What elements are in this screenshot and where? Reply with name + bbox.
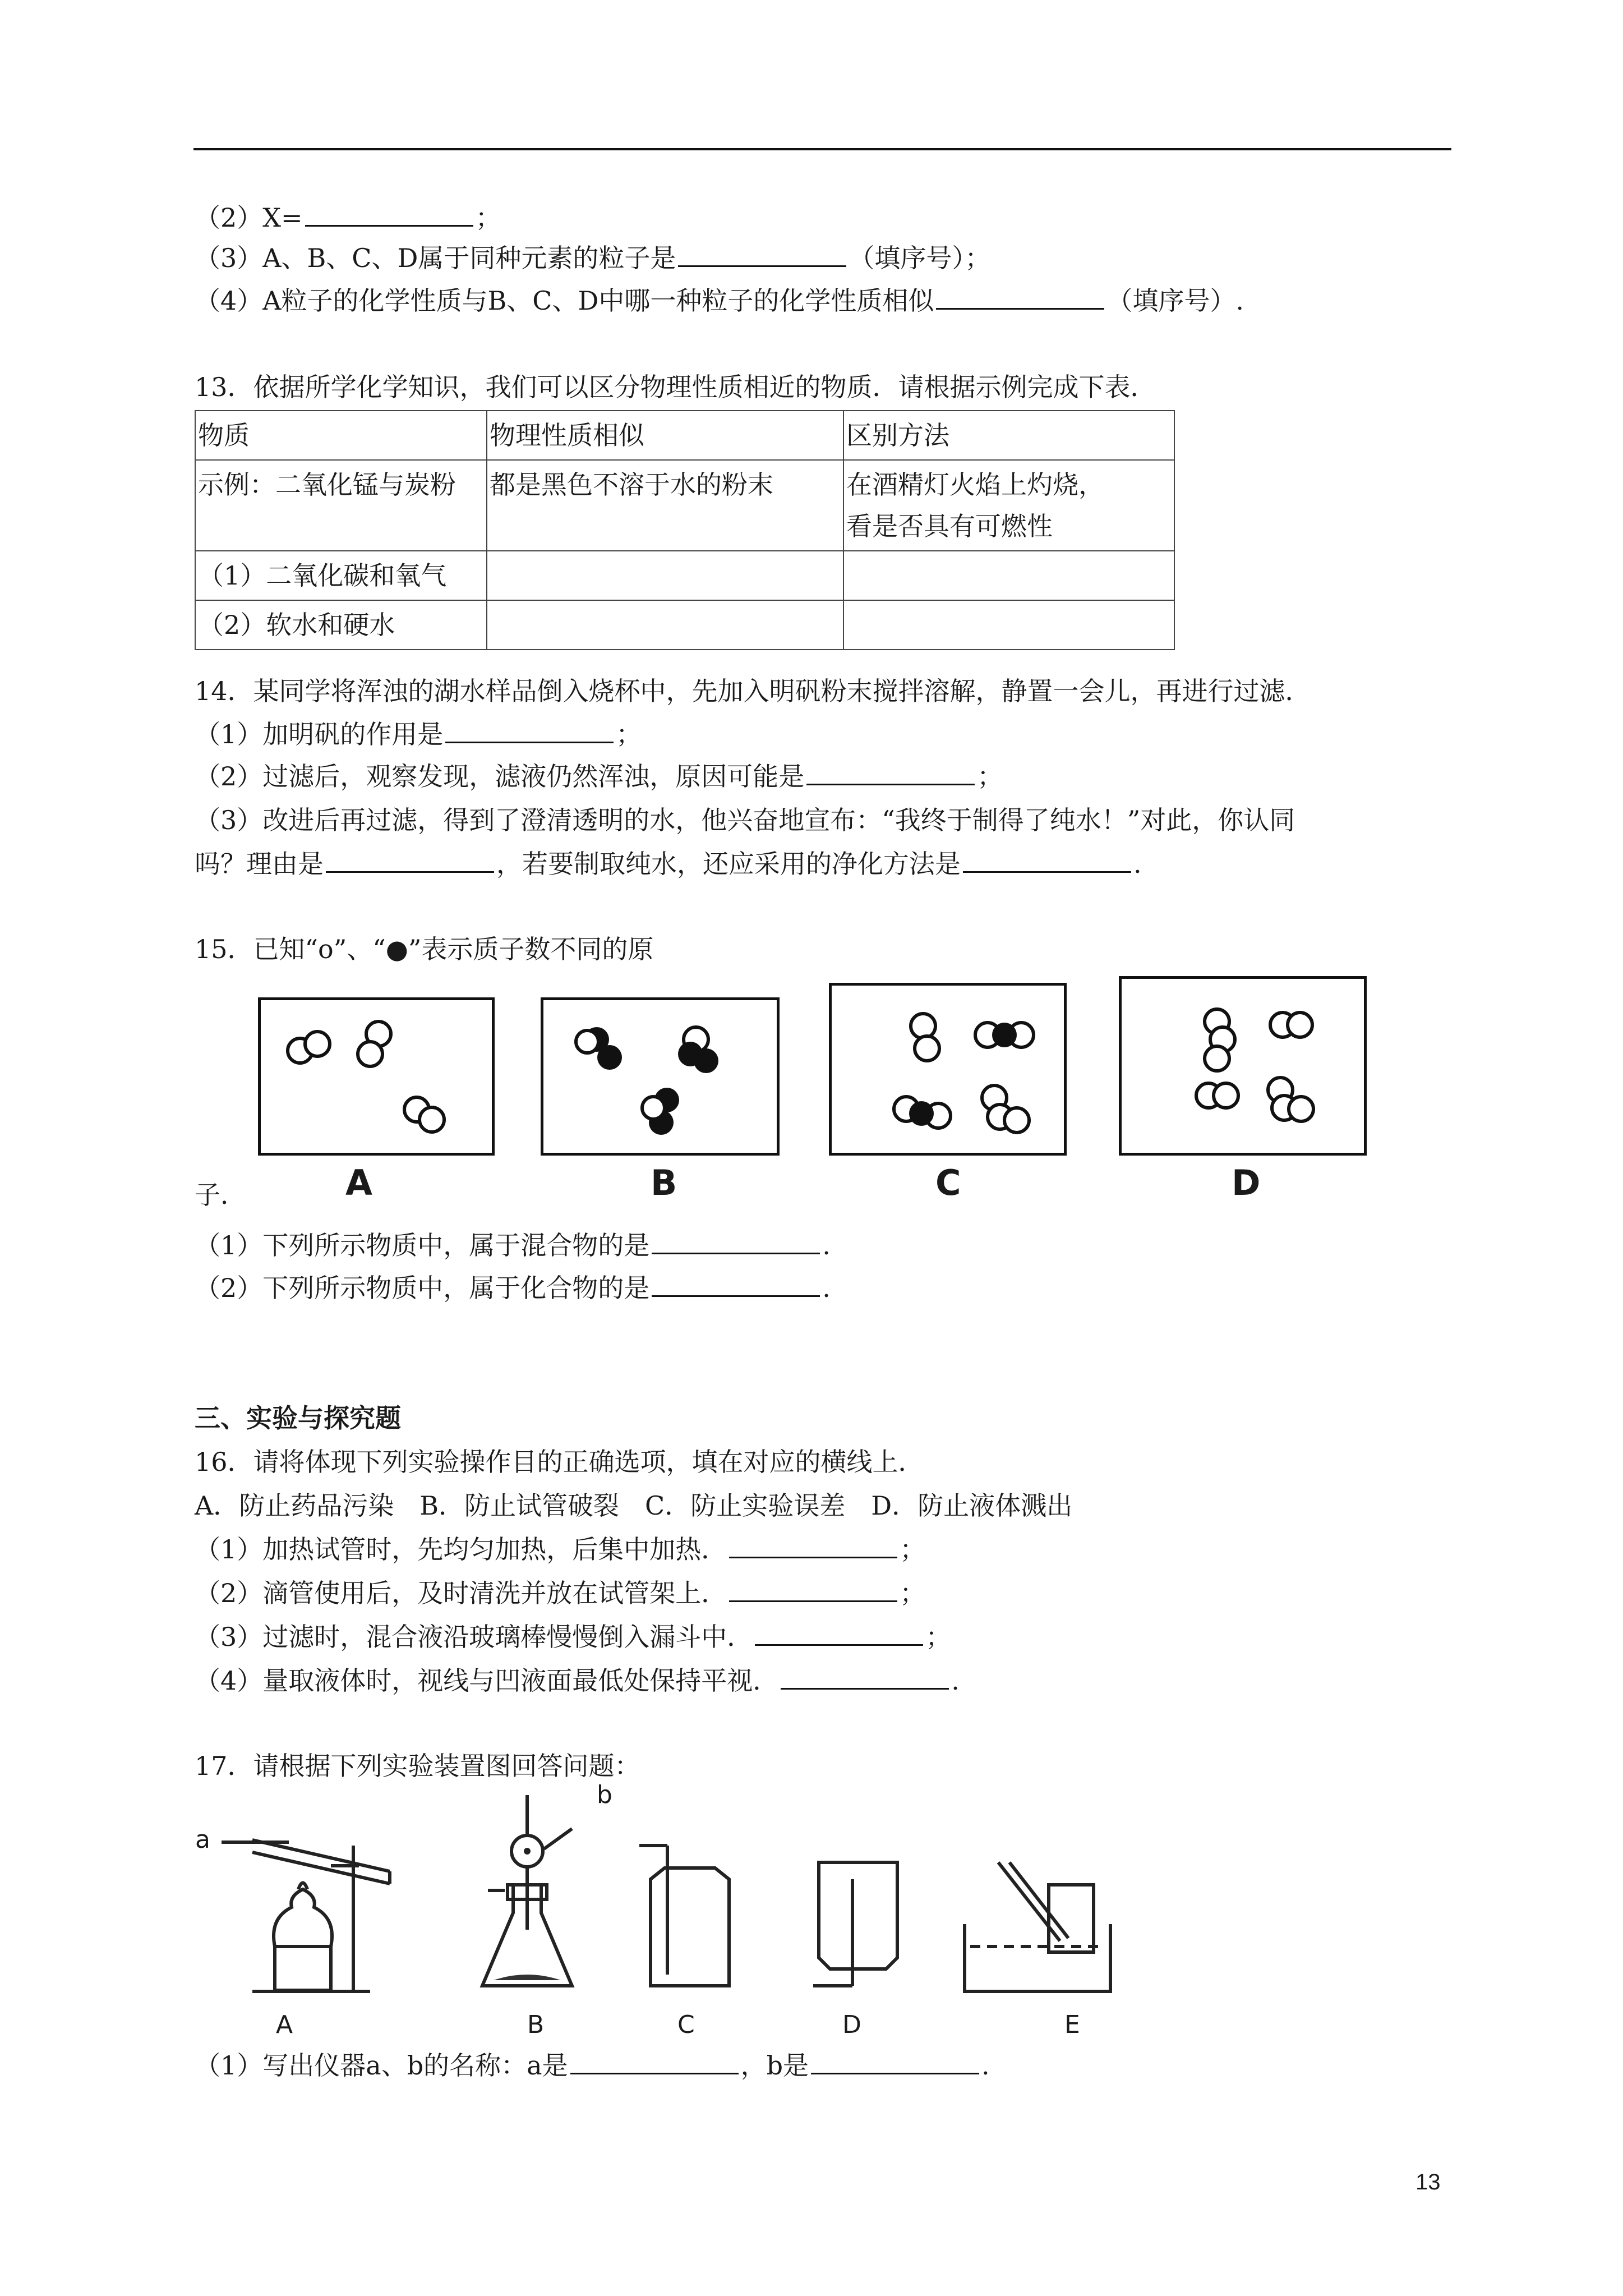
table-header: 物理性质相似 — [487, 411, 843, 460]
q14-part1: （1）加明矾的作用是 ； — [195, 719, 642, 749]
table-cell: 都是黑色不溶于水的粉末 — [487, 460, 843, 551]
section-title: 三、实验与探究题 — [195, 1403, 401, 1433]
particle-box-d — [1119, 976, 1367, 1156]
answer-blank[interactable] — [729, 1533, 897, 1558]
answer-blank[interactable] — [652, 1272, 820, 1297]
particles-b — [543, 1000, 777, 1153]
label-b: b — [597, 1780, 612, 1809]
q15-part2: （2）下列所示物质中，属于化合物的是 . — [195, 1273, 831, 1303]
answer-blank[interactable] — [755, 1621, 923, 1646]
q12-part4: （4）A粒子的化学性质与B、C、D中哪一种粒子的化学性质相似 （填序号）. — [195, 286, 1244, 316]
table-header: 物质 — [195, 411, 487, 460]
q14-stem: 14．某同学将浑浊的湖水样品倒入烧杯中，先加入明矾粉末搅拌溶解，静置一会儿，再进行过滤． — [195, 676, 1311, 706]
table-cell: 示例：二氧化锰与炭粉 — [195, 460, 487, 551]
q15-stem-end: 子． — [195, 1180, 246, 1210]
q16-options: A．防止药品污染 B．防止试管破裂 C．防止实验误差 D．防止液体溅出 — [195, 1490, 1073, 1521]
flask-solid — [494, 1975, 561, 1980]
table-row — [195, 551, 1174, 600]
q14-part3: （3）改进后再过滤，得到了澄清透明的水，他兴奋地宣布：“我终于制得了纯水！”对此，你认同 — [195, 805, 1295, 835]
apparatus-label-d: D — [842, 2010, 861, 2039]
header-rule — [193, 148, 1451, 150]
apparatus-label-e: E — [1064, 2010, 1080, 2039]
answer-blank[interactable] — [570, 2049, 739, 2074]
q16-part2: （2）滴管使用后，及时清洗并放在试管架上． ； — [195, 1578, 926, 1608]
table-row — [195, 460, 1174, 551]
q13-stem: 13．依据所学化学知识，我们可以区分物理性质相近的物质．请根据示例完成下表． — [195, 372, 1156, 402]
q16-stem: 16．请将体现下列实验操作目的正确选项，填在对应的横线上． — [195, 1447, 924, 1477]
box-label-c: C — [935, 1162, 961, 1203]
q16-part4: （4）量取液体时，视线与凹液面最低处保持平视． . — [195, 1665, 960, 1696]
answer-blank[interactable] — [326, 848, 494, 873]
funnel-stopcock — [524, 1848, 531, 1855]
q16-part1: （1）加热试管时，先均匀加热，后集中加热． ； — [195, 1534, 926, 1565]
particle-box-b — [541, 997, 780, 1156]
page-number: 13 — [1415, 2170, 1441, 2194]
apparatus-a — [222, 1840, 390, 1991]
apparatus-label-c: C — [677, 2010, 695, 2039]
apparatus-d — [813, 1862, 897, 1986]
q12-part2: （2）X= ； — [195, 203, 501, 233]
answer-blank[interactable] — [729, 1577, 897, 1602]
answer-blank[interactable] — [305, 201, 473, 227]
apparatus-c — [639, 1846, 729, 1986]
particles-c — [832, 986, 1064, 1153]
particles-a — [261, 1000, 492, 1153]
particles-d — [1122, 979, 1364, 1153]
answer-blank[interactable] — [652, 1229, 820, 1254]
answer-blank[interactable] — [936, 284, 1104, 310]
answer-cell[interactable] — [843, 600, 1174, 650]
answer-blank[interactable] — [811, 2049, 979, 2074]
answer-blank[interactable] — [445, 718, 614, 743]
q13-table — [195, 410, 1175, 650]
apparatus-label-a: A — [276, 2010, 293, 2039]
table-cell: （2）软水和硬水 — [195, 600, 487, 650]
box-label-b: B — [651, 1162, 677, 1203]
box-label-a: A — [345, 1162, 372, 1203]
table-row — [195, 600, 1174, 650]
apparatus-figure — [191, 1784, 1155, 2008]
answer-blank[interactable] — [806, 760, 975, 785]
apparatus-b — [482, 1795, 572, 1986]
q17-part1: （1）写出仪器a、b的名称：a是 ，b是 . — [195, 2050, 990, 2081]
q14-part3-cont: 吗？理由是 ，若要制取纯水，还应采用的净化方法是 . — [195, 849, 1142, 879]
answer-blank[interactable] — [963, 848, 1131, 873]
answer-cell[interactable] — [487, 551, 843, 600]
q17-stem: 17．请根据下列实验装置图回答问题： — [195, 1751, 640, 1781]
q14-part2: （2）过滤后，观察发现，滤液仍然浑浊，原因可能是 ； — [195, 761, 1003, 792]
answer-blank[interactable] — [678, 242, 846, 267]
answer-cell[interactable] — [843, 551, 1174, 600]
table-header: 区别方法 — [843, 411, 1174, 460]
q16-part3: （3）过滤时，混合液沿玻璃棒慢慢倒入漏斗中． ； — [195, 1622, 952, 1652]
label-a: a — [195, 1825, 210, 1854]
table-cell: （1）二氧化碳和氧气 — [195, 551, 487, 600]
apparatus-e — [965, 1862, 1110, 1991]
answer-cell[interactable] — [487, 600, 843, 650]
q15-stem: 15．已知“o”、“●”表示质子数不同的原 — [195, 934, 654, 964]
particle-box-c — [829, 983, 1067, 1156]
particle-box-a — [258, 997, 495, 1156]
q12-part3: （3）A、B、C、D属于同种元素的粒子是 （填序号）； — [195, 243, 991, 273]
box-label-d: D — [1232, 1162, 1261, 1203]
table-cell: 在酒精灯火焰上灼烧， 看是否具有可燃性 — [843, 460, 1174, 551]
table-header-row — [195, 411, 1174, 460]
q15-part1: （1）下列所示物质中，属于混合物的是 . — [195, 1230, 831, 1260]
answer-blank[interactable] — [781, 1664, 949, 1690]
apparatus-label-b: B — [527, 2010, 545, 2039]
